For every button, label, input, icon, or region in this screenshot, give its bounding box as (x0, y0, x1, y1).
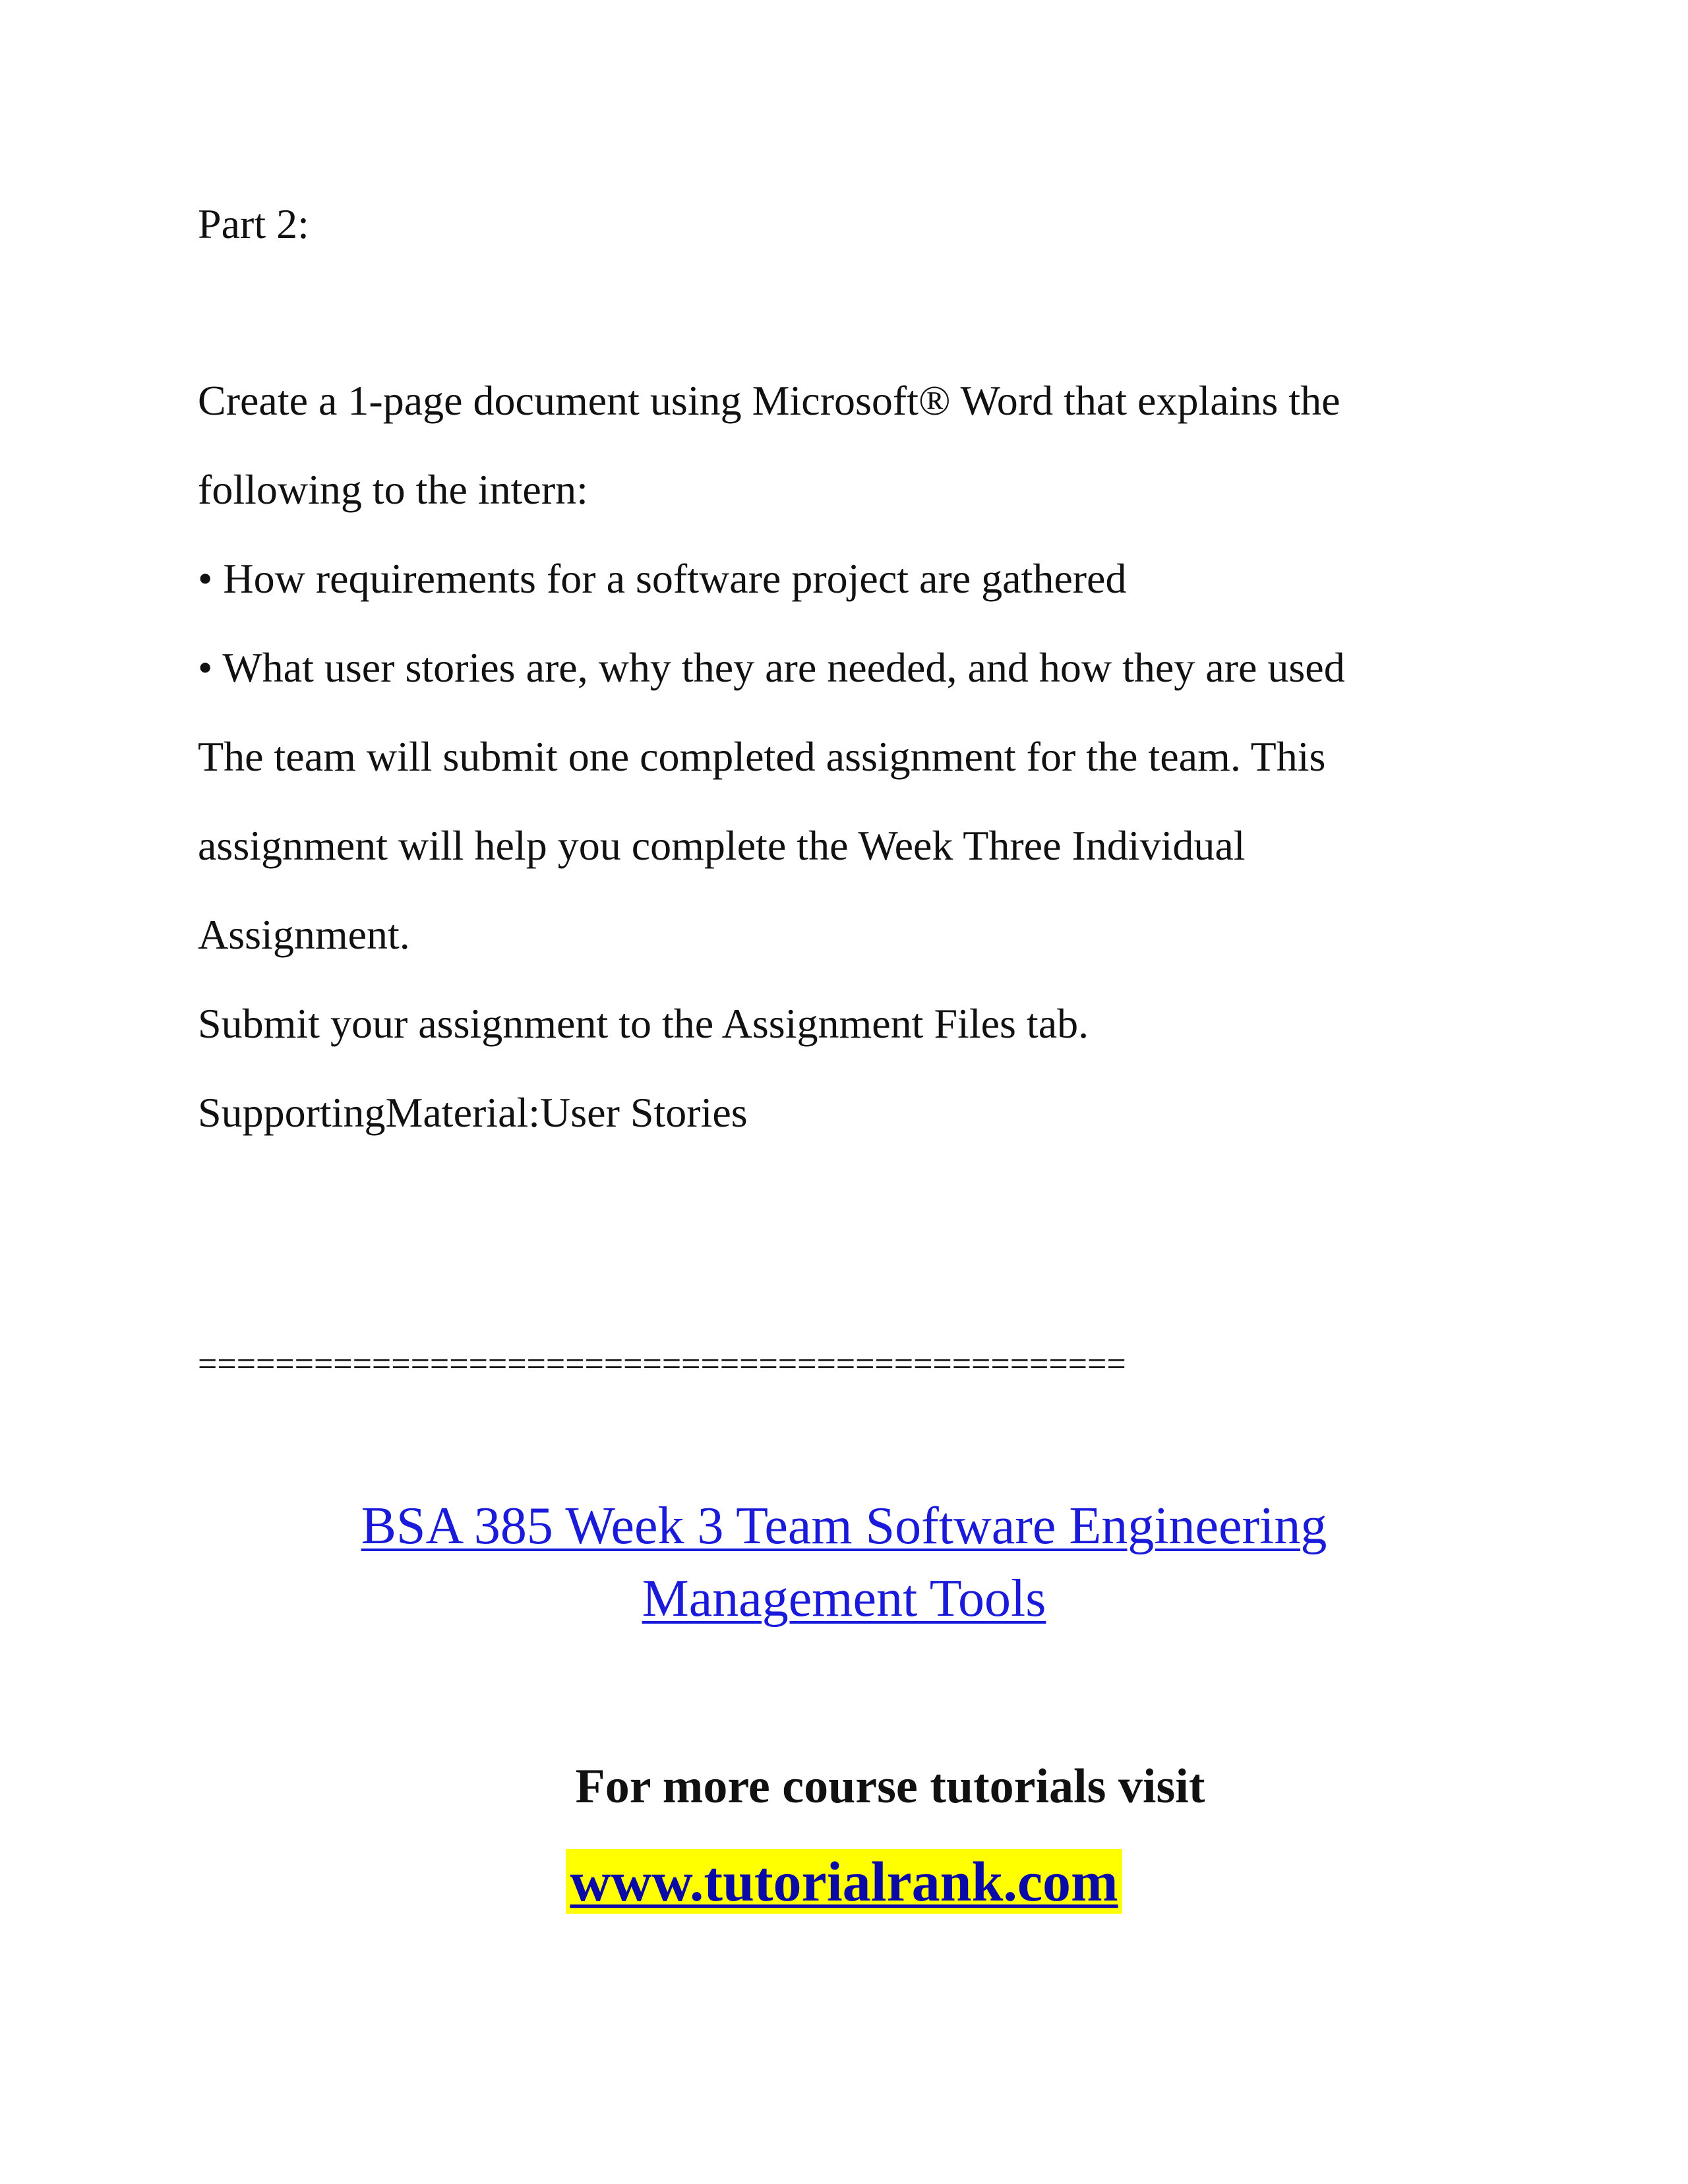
team-line-3: Assignment. (198, 911, 410, 958)
promo-text: For more course tutorials visit (575, 1759, 1205, 1814)
paragraph-line-2: following to the intern: (198, 466, 588, 513)
promo-url-link[interactable]: www.tutorialrank.com (566, 1849, 1122, 1914)
team-line-1: The team will submit one completed assignment for the team. This (198, 733, 1326, 780)
course-link-continued[interactable]: Management Tools (642, 1570, 1046, 1628)
course-link[interactable]: BSA 385 Week 3 Team Software Engineering (361, 1497, 1327, 1555)
section-heading: Part 2: (198, 200, 309, 247)
course-link-line-1 (0, 1493, 1688, 1559)
separator-line: ================================================ (198, 1345, 1126, 1383)
team-line-2: assignment will help you complete the Week Three Individual (198, 822, 1246, 869)
bullet-requirements: • How requirements for a software project are gathered (198, 555, 1127, 602)
bullet-user-stories: • What user stories are, why they are needed, and how they are used (198, 644, 1345, 691)
paragraph-line-1: Create a 1-page document using Microsoft® Word that explains the (198, 377, 1341, 424)
supporting-material: SupportingMaterial:User Stories (198, 1089, 748, 1136)
promo-url-wrap (0, 1849, 1688, 1914)
submit-instruction: Submit your assignment to the Assignment Files tab. (198, 1000, 1089, 1047)
course-link-line-2 (0, 1566, 1688, 1632)
